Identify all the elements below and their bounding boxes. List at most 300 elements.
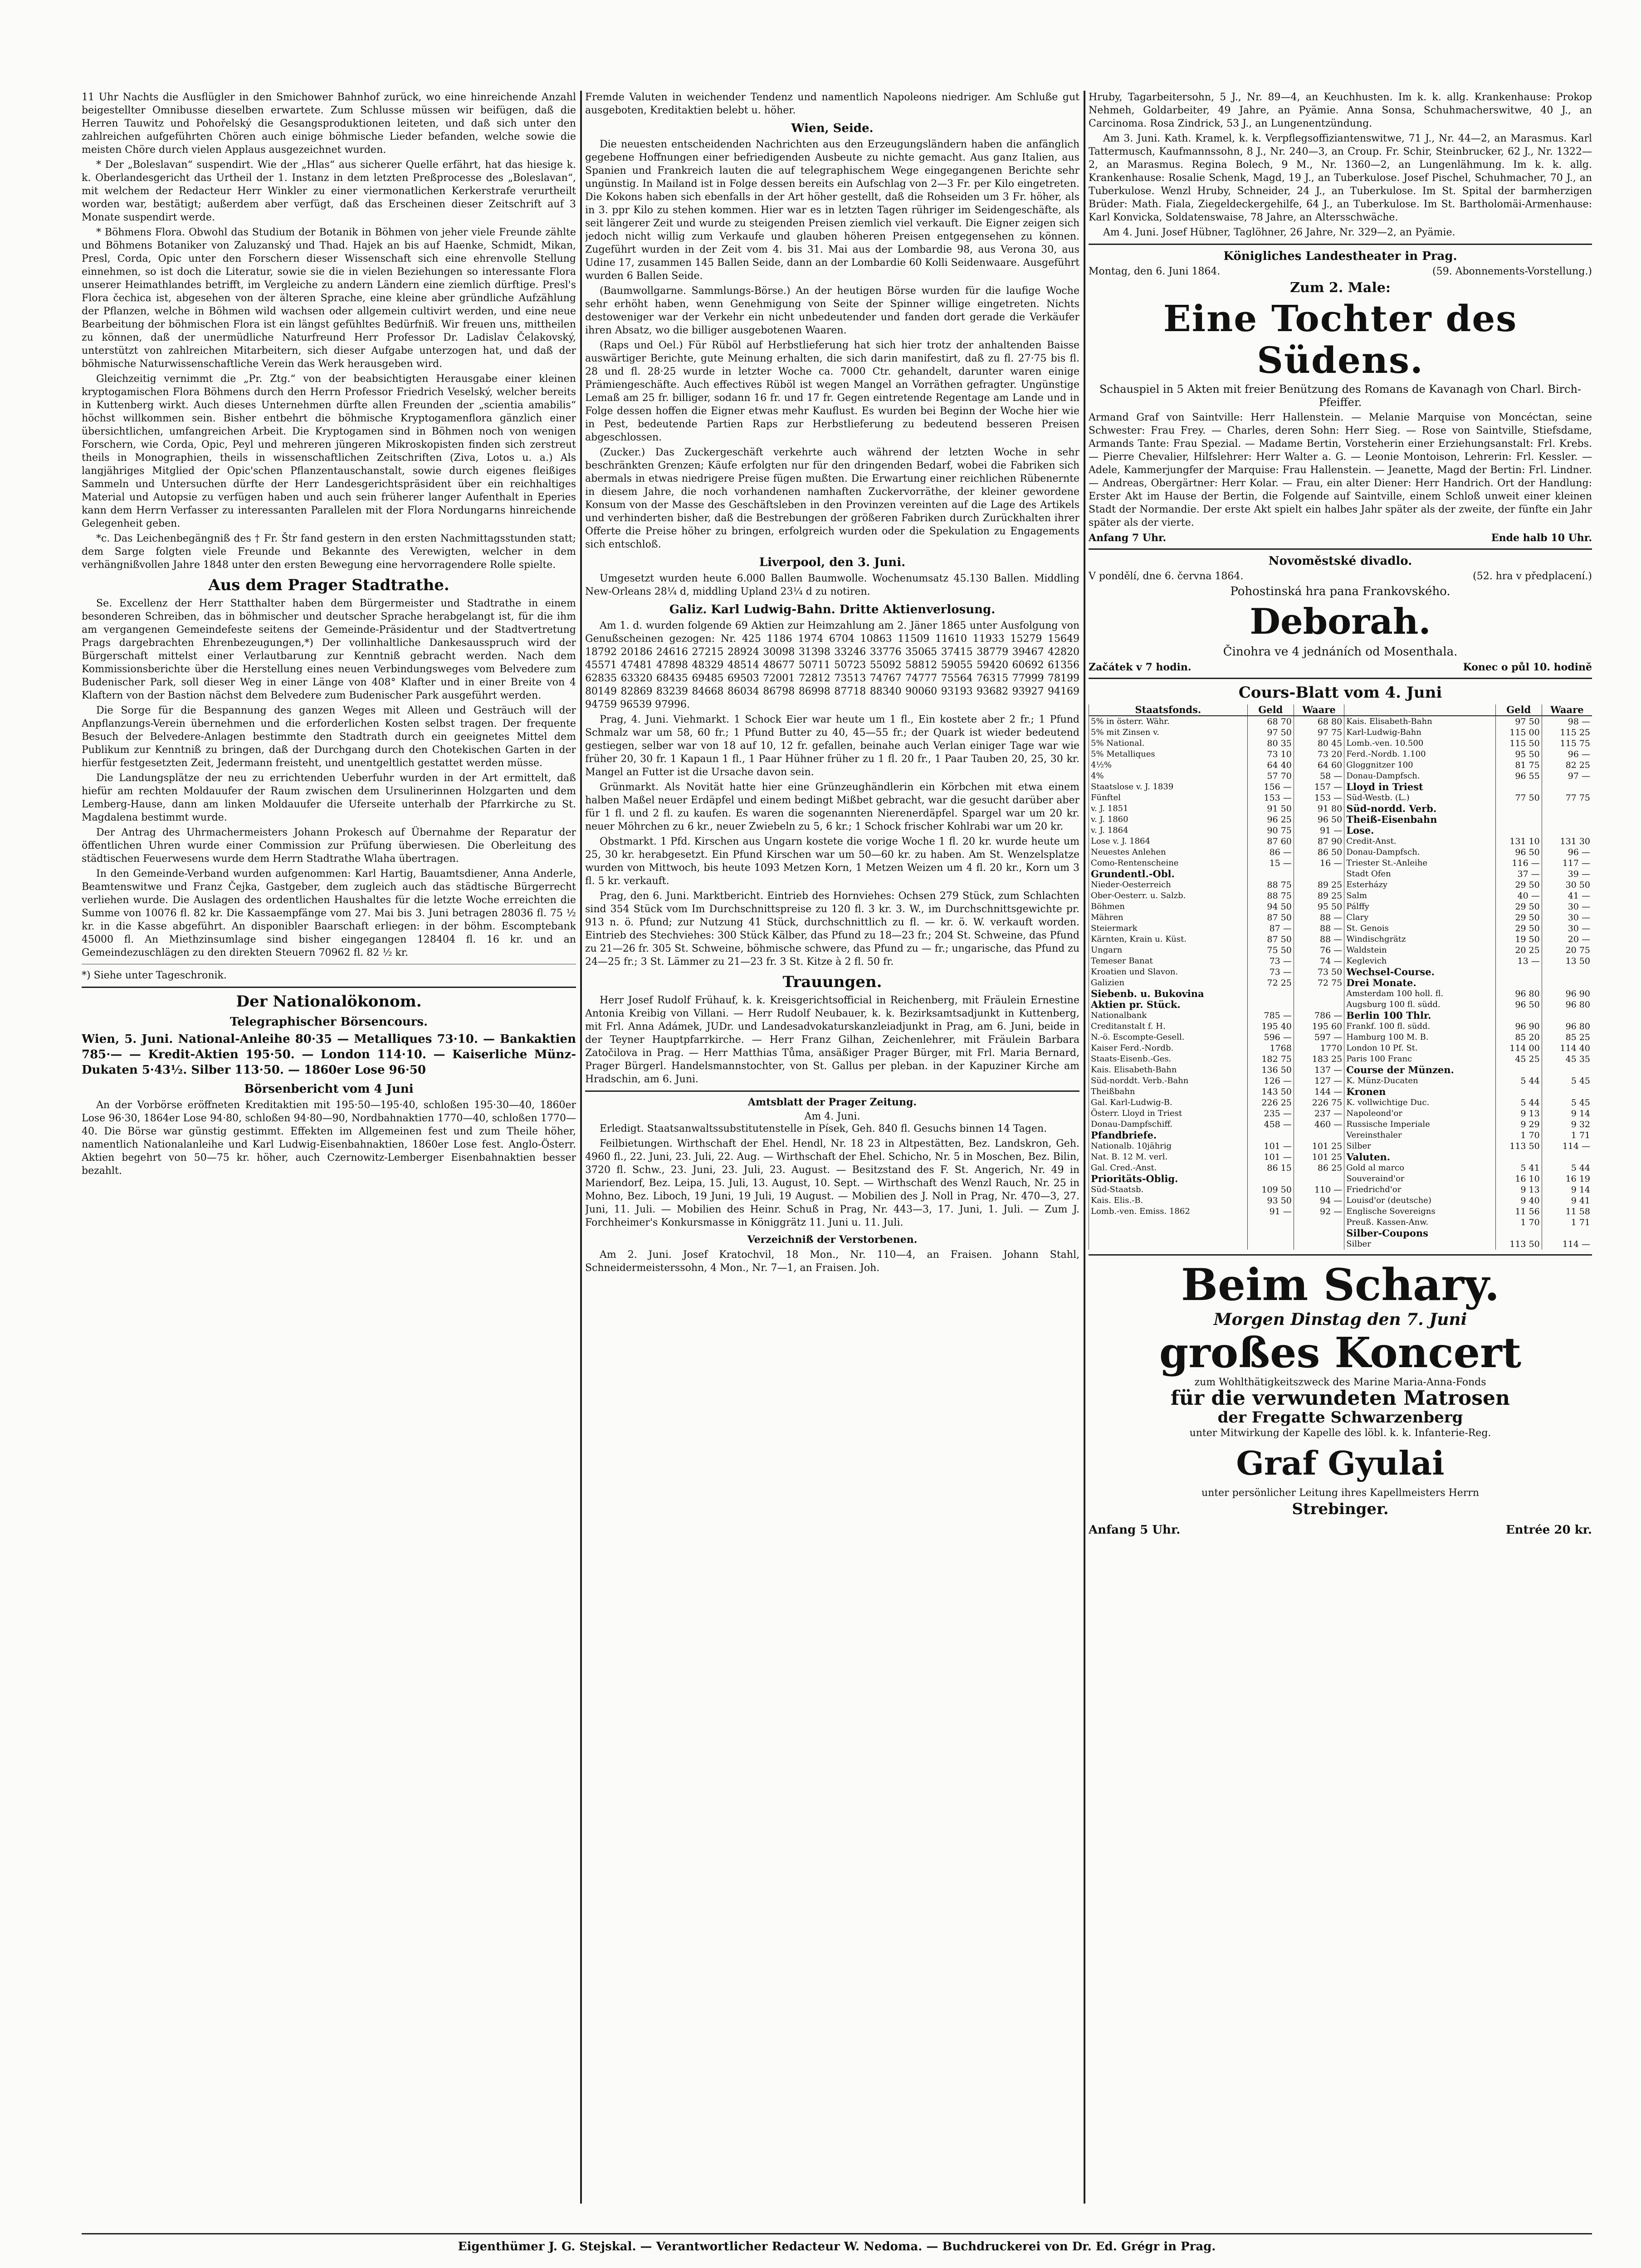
- divider: [82, 987, 576, 988]
- liverpool-paragraph: Umgesetzt wurden heute 6.000 Ballen Baumwolle. Wochenumsatz 45.130 Ballen. Middling New-Orleans 28¼ d, middling Upland 23¼ d zu notiren.: [585, 573, 1079, 597]
- kurs-cell: 9 13: [1495, 1108, 1542, 1119]
- stadtrath-paragraph: Se. Excellenz der Herr Statthalter haben dem Bürgermeister und Stadtrathe in einem besonderen Schreiben, das in böhmischer und deutscher Sprache herabgelangt ist, für die ihm am vergangenen Gemeindefeste seitens der Gemeinde-Präsidentur und der Stadtvertretung Prags dargebrachten Ehrenbezeugungen,*) Der vollinhaltliche Dankesausspruch wird der Bürgerschaft mittelst einer Verlautbarung zur Kenntniß gebracht werden. Nach dem Kommissionsberichte über die Herstellung eines neuen Verbindungsweges vom Belvedere zum Budenischer Park, soll dieser Weg in einer Länge von 408° Klafter und in einer Breite von 4 Klaftern von der Bastion nächst dem Belvedere zum Budenischer Park ausgeführt werden.: [82, 598, 576, 701]
- zucker-paragraph: (Zucker.) Das Zuckergeschäft verkehrte auch während der letzten Woche in sehr beschränkten Grenzen; Käufe erfolgten nur für den dringenden Bedarf, wobei die Fabriken sich abermals in etwas niedrigere Preise fügen mußten. Die Erwartung einer reichlichen Rübenernte in diesem Jahre, die noch vorhandenen namhaften Zuckervorräthe, der kleiner gewordene Konsum von der Masse des Geschäftsleben in den Provinzen vereinten auf die Lage des Artikels und verhinderten bisher, daß die Bestrebungen der größeren Fabriken durch Zurückhalten ihrer Offerte die Preise höher zu bringen, erfolgreich wurden oder die Spekulation zu Engagements sich entschloß.: [585, 447, 1079, 550]
- kurs-row: [1089, 760, 1592, 771]
- divider: [1089, 244, 1592, 245]
- kurs-cell: 97 75: [1294, 727, 1344, 738]
- kurs-cell: [1542, 814, 1592, 825]
- kurs-row: [1089, 1086, 1592, 1097]
- kurs-cell: 77 75: [1542, 792, 1592, 803]
- kurs-cell: Creditanstalt f. H.: [1089, 1021, 1248, 1032]
- heading-trauungen: Trauungen.: [782, 973, 882, 991]
- kurs-row: [1089, 934, 1592, 945]
- kurs-header-cell: [1344, 704, 1495, 716]
- kurs-cell: 89 25: [1294, 880, 1344, 890]
- kurs-cell: Englische Sovereigns: [1344, 1206, 1495, 1217]
- kurs-cell: 115 75: [1542, 738, 1592, 749]
- kurs-cell: 90 75: [1247, 825, 1294, 836]
- kurs-cell: Waldstein: [1344, 945, 1495, 956]
- kurs-cell: [1247, 1173, 1294, 1184]
- imprint-footer: Eigenthümer J. G. Stejskal. — Verantwortlicher Redacteur W. Nedoma. — Buchdruckerei von Dr. Ed. Grégr in Prag.: [82, 2233, 1592, 2253]
- kurs-row: [1089, 1119, 1592, 1130]
- kurs-cell: 114 —: [1542, 1239, 1592, 1250]
- kurs-cell: [1542, 978, 1592, 988]
- kurs-cell: 68 80: [1294, 716, 1344, 727]
- ad-venue: Beim Schary.: [1181, 1259, 1500, 1310]
- ad-cooperation: unter Mitwirkung der Kapelle des löbl. k. k. Infanterie-Reg.: [1189, 1427, 1491, 1439]
- kurs-cell: Windischgrätz: [1344, 934, 1495, 945]
- kurs-cell: 93 50: [1247, 1195, 1294, 1206]
- kurs-cell: Kronen: [1344, 1086, 1495, 1097]
- verstorbene-continued: Hruby, Tagarbeitersohn, 5 J., Nr. 89—4, an Keuchhusten. Im k. k. allg. Krankenhause: Prokop Nehmeh, Goldarbeiter, 49 Jahre, an Pyämie. Anna Sonsa, Schuhmacherswitwe, 40 J., an Carcinoma. Rosa Zindrick, 53 J., an Lungenentzündung.: [1089, 92, 1592, 129]
- theater-play-title: Eine Tochter des Südens.: [1163, 297, 1518, 381]
- kurs-cell: [1089, 1217, 1248, 1228]
- kurs-cell: 113 50: [1495, 1141, 1542, 1152]
- kurs-cell: 785 —: [1247, 1010, 1294, 1021]
- kurs-cell: [1294, 988, 1344, 999]
- kurs-cell: Vereinsthaler: [1344, 1130, 1495, 1141]
- kurs-cell: Silber: [1344, 1239, 1495, 1250]
- kurs-row: [1089, 869, 1592, 880]
- kurs-cell: 73 —: [1247, 967, 1294, 978]
- kurs-row: [1089, 771, 1592, 782]
- kurs-cell: Valuten.: [1344, 1152, 1495, 1163]
- subheading-boersenbericht: Börsenbericht vom 4 Juni: [244, 1082, 414, 1096]
- kurs-cell: 29 50: [1495, 901, 1542, 912]
- kurs-cell: 96 80: [1495, 988, 1542, 999]
- kurs-cell: Stadt Ofen: [1344, 869, 1495, 880]
- kurs-cell: Nieder-Oesterreich: [1089, 880, 1248, 890]
- kurs-cell: [1495, 1228, 1542, 1239]
- kurs-cell: 460 —: [1294, 1119, 1344, 1130]
- kurs-cell: 73 —: [1247, 956, 1294, 967]
- prag-markt-paragraph: Prag, 4. Juni. Viehmarkt. 1 Schock Eier war heute um 1 fl., Ein kostete aber 2 fr.; 1 Pfund Schmalz war um 58, 60 fr.; 1 Pfund Butter zu 40, 45—55 fr.; der Quark ist wieder bedeutend gestiegen, selber war von 18 auf 10, 12 fr. gefallen, beinahe auch Verlan einiger Tage war wie früher 20, 30 fr. 1 Kapaun 1 fl., 1 Paar Hühner früher zu 1 fl. 20 fr., 1 Paar Tauben 20, 25, 30 kr. Mangel an Futter ist die Ursache davon sein.: [585, 714, 1079, 778]
- kurs-row: [1089, 1032, 1592, 1043]
- kurs-cell: v. J. 1864: [1089, 825, 1248, 836]
- boersen-paragraph: An der Vorbörse eröffneten Kreditaktien mit 195·50—195·40, schloßen 195·30—40, 1860er Lose 96·30, 1864er Lose 94·80, schloßen 94·80—90, Nordbahnaktien 1770—40, schloßen 1770—40. Die Börse war günstig gestimmt. Effekten im Allgemeinen fest und zum Theile höher, namentlich Nationalanleihe und Karl Ludwig-Eisenbahnaktien, 1860er Lose fest. Anglo-Österr. Aktien begehrt von 50—75 kr. höher, auch Czernowitz-Lemberger Eisenbahnaktien besser bezahlt.: [82, 1100, 576, 1177]
- amtsblatt-date: Am 4. Juni.: [804, 1111, 860, 1122]
- stadtrath-paragraph: Der Antrag des Uhrmachermeisters Johann Prokesch auf Übernahme der Reparatur der öffentlichen Uhren wurde einer Commission zur Prüfung überwiesen. Die Oberleitung des städtischen Feuerwesens wurde dem Herrn Stadtrathe Wlaha übertragen.: [82, 827, 576, 865]
- kurs-cell: Wechsel-Course.: [1344, 967, 1495, 978]
- news-flora: * Böhmens Flora. Obwohl das Studium der Botanik in Böhmen von jeher viele Freunde zählte und Böhmens Botaniker von Zaluzanský und Thad. Hajek an bis auf Haenke, Schmidt, Mikan, Presl, Corda, Opic unter den Forschern dieser Wissenschaft sich eine ehrenvolle Stellung einnehmen, so ist doch die Literatur, sowie sie die in vielen Beziehungen so interessante Flora unserer Heimathlandes betrifft, im Vergleiche zu andern Ländern eine ziemlich dürftige. Presl's Flora čechica ist, abgesehen von der älteren Sprache, eine kleine aber gründliche Aufzählung der Pflanzen, welche in Böhmen wild wachsen oder allgemein cultivirt werden, und eine neue Bearbeitung der böhmischen Flora ist ein längst gefühltes Bedürfniß. Wir freuen uns, mittheilen zu können, daß der unermüdliche Naturfreund Herr Professor Dr. Ladislav Čelakovský, unterstützt von zahlreichen Mitarbeitern, sich dieser Aufgabe unterzogen hat, und daß der böhmische Naturwissenschaftliche Verein das Werk herausgeben wird.: [82, 227, 576, 370]
- kurs-cell: 96 90: [1495, 1021, 1542, 1032]
- kurs-row: [1089, 1043, 1592, 1054]
- kurs-cell: 91 —: [1294, 825, 1344, 836]
- kurs-cell: [1542, 1010, 1592, 1021]
- ad-title: großes Koncert: [1159, 1328, 1522, 1377]
- kurs-cell: 1 70: [1495, 1217, 1542, 1228]
- kurs-cell: 30 —: [1542, 912, 1592, 923]
- kurs-cell: Lose v. J. 1864: [1089, 836, 1248, 847]
- kurs-cell: Pfandbriefe.: [1089, 1130, 1248, 1141]
- kurs-row: [1089, 738, 1592, 749]
- kurs-cell: Russische Imperiale: [1344, 1119, 1495, 1130]
- kurs-row: [1089, 1152, 1592, 1163]
- kurs-cell: Nationalb. 10jährig: [1089, 1141, 1248, 1152]
- novo-theater-heading: Novoměstské divadlo.: [1268, 554, 1412, 568]
- kurs-cell: 40 —: [1495, 890, 1542, 901]
- kurs-cell: 5% Metalliques: [1089, 749, 1248, 760]
- heading-amtsblatt: Amtsblatt der Prager Zeitung.: [747, 1096, 917, 1108]
- kurs-cell: 9 32: [1542, 1119, 1592, 1130]
- kurs-cell: 89 25: [1294, 890, 1344, 901]
- kurs-cell: 101 —: [1247, 1141, 1294, 1152]
- kurs-cell: [1247, 869, 1294, 880]
- kurs-cell: 101 25: [1294, 1152, 1344, 1163]
- kurs-cell: 235 —: [1247, 1108, 1294, 1119]
- kurs-cell: St. Genois: [1344, 923, 1495, 934]
- kurs-cell: Keglevich: [1344, 956, 1495, 967]
- kurs-cell: Gloggnitzer 100: [1344, 760, 1495, 771]
- kurs-cell: 86 —: [1247, 847, 1294, 858]
- amtsblatt-paragraph: Feilbietungen. Wirthschaft der Ehel. Hendl, Nr. 18 23 in Altpestätten, Bez. Landskron, Geh. 4960 fl., 22. Juni, 23. Juli, 22. Aug. — Wirthschaft der Ehel. Schicho, Nr. 5 in Moschen, Bez. Bilin, 3720 fl. Schw., 23. Juni, 23. Juli, 23. August. — Besitzstand des F. St. Angerich, Nr. 49 in Mariendorf, Bez. Leipa, 15. Juli, 13. August, 10. Sept. — Wirthschaft des Wenzl Rauch, Nr. 25 in Mohno, Bez. Liboch, 19 Juni, 19 Juli, 19 August. — Mobilien des J. Noll in Prag, Nr. 470—3, 27. Juni, 11. Juli. — Mobilien des Heinr. Schuß in Prag, Nr. 443—3, 17. Juni, 1. Juli. — Zum J. Forchheimer's Konkursmasse in Königgrätz 11. Juni u. 11. Juli.: [585, 1138, 1079, 1228]
- stadtrath-paragraph: Die Sorge für die Bespannung des ganzen Weges mit Alleen und Gesträuch will der Anpflanzungs-Verein übernehmen und die erforderlichen Kosten selbst tragen. Der frequente Besuch der Belvedere-Anlagen bestimmte den Stadtrath durch ein geeignetes Mittel dem Publikum zur Kenntniß zu bringen, daß der Durchgang durch den Chotekischen Garten in der hierfür festgesetzten Zeit, Jedermann freisteht, und unentgeltlich gestattet werden müsse.: [82, 705, 576, 769]
- kurs-row: [1089, 1075, 1592, 1086]
- kurs-cell: 5% in österr. Währ.: [1089, 716, 1248, 727]
- kurs-cell: Ober-Oesterr. u. Salzb.: [1089, 890, 1248, 901]
- kurs-cell: [1495, 814, 1542, 825]
- kurs-heading: Cours-Blatt vom 4. Juni: [1238, 684, 1442, 702]
- kurs-row: [1089, 727, 1592, 738]
- kurs-cell: [1294, 1173, 1344, 1184]
- kurs-cell: 88 75: [1247, 880, 1294, 890]
- kurs-cell: 97 50: [1495, 716, 1542, 727]
- divider: [585, 1090, 1079, 1092]
- kurs-cell: 5 44: [1542, 1163, 1592, 1173]
- kurs-cell: Napoleond'or: [1344, 1108, 1495, 1119]
- kurs-cell: [1294, 999, 1344, 1010]
- kurs-cell: 237 —: [1294, 1108, 1344, 1119]
- kurs-cell: 96 —: [1542, 847, 1592, 858]
- kurs-cell: 64 40: [1247, 760, 1294, 771]
- heading-verstorbene: Verzeichniß der Verstorbenen.: [747, 1234, 918, 1246]
- karl-ludwig-paragraph: Am 1. d. wurden folgende 69 Aktien zur Heimzahlung am 2. Jäner 1865 unter Ausfolgung von Genußscheinen gezogen: Nr. 425 1186 1974 6704 10863 11509 11610 11933 15279 15649 18792 20186 24616 27215 28924 30098 31398 33246 33776 35065 37415 38779 39467 42820 45571 47481 47898 48329 48514 48677 50711 50723 55092 58812 59055 59420 60692 61356 62835 63320 68435 69485 69503 72001 72812 73513 74767 74777 75564 76315 77999 78199 80149 82869 83239 84668 86034 86798 86998 87718 88340 90060 93193 93682 93927 94169 94759 96539 97996.: [585, 620, 1079, 710]
- kurs-cell: Galizien: [1089, 978, 1248, 988]
- kurs-cell: v. J. 1860: [1089, 814, 1248, 825]
- column-3: [1089, 91, 1592, 2204]
- novo-date: V pondělí, dne 6. června 1864.: [1089, 571, 1244, 582]
- kurs-cell: Como-Rentenscheine: [1089, 858, 1248, 869]
- kurs-cell: 76 —: [1294, 945, 1344, 956]
- ad-entry: Entrée 20 kr.: [1505, 1523, 1592, 1537]
- kurs-cell: Donau-Dampfsch.: [1344, 847, 1495, 858]
- kurs-cell: [1247, 1228, 1294, 1239]
- kurs-row: [1089, 858, 1592, 869]
- kurs-cell: 86 50: [1294, 847, 1344, 858]
- kurs-row: [1089, 749, 1592, 760]
- valuten-paragraph: Fremde Valuten in weichender Tendenz und namentlich Napoleons niedriger. Am Schluße gut ausgeboten, Kreditaktien belebt u. höher.: [585, 92, 1079, 116]
- kurs-cell: [1495, 967, 1542, 978]
- theater-cast: Armand Graf von Saintville: Herr Hallenstein. — Melanie Marquise von Moncéctan, seine Schwester: Frau Frey. — Charles, deren Sohn: Herr Sieg. — Rose von Saintville, Stiefsdame, Armands Tante: Frau Spezial. — Madame Bertin, Vorsteherin einer Erziehungsanstalt: Frl. Krebs. — Pierre Chevalier, Hilfslehrer: Herr Walter a. G. — Leonie Montoison, Lehrerin: Frl. Kessler. — Adele, Kammerjungfer der Marquise: Frau Hallenstein. — Jeanette, Magd der Bertin: Frl. Lindner. — Andreas, Obergärtner: Herr Kolar. — Frau, ein alter Diener: Herr Handrich. Ort der Handlung: Erster Akt im Hause der Bertin, die Folgende auf Saintville, einem Schloß unweit einer kleinen Stadt der Normandie. Der erste Akt spielt ein halbes Jahr später als der zweite, der fünfte ein Jahr später als der vierte.: [1089, 412, 1592, 528]
- novo-description: Činohra ve 4 jednáních od Mosenthala.: [1223, 645, 1458, 659]
- kurs-cell: 136 50: [1247, 1065, 1294, 1075]
- kurs-cell: [1542, 803, 1592, 814]
- kurs-cell: 73 20: [1294, 749, 1344, 760]
- kurs-cell: [1495, 825, 1542, 836]
- kurs-cell: 39 —: [1542, 869, 1592, 880]
- section-heading-stadtrath: Aus dem Prager Stadtrathe.: [208, 576, 449, 594]
- kurs-cell: 98 —: [1542, 716, 1592, 727]
- kurs-cell: Course der Münzen.: [1344, 1065, 1495, 1075]
- kurs-header-cell: Geld: [1247, 704, 1294, 716]
- kurs-row: [1089, 1239, 1592, 1250]
- kurs-row: [1089, 1184, 1592, 1195]
- kurs-cell: 92 —: [1294, 1206, 1344, 1217]
- kurs-cell: 80 35: [1247, 738, 1294, 749]
- kurs-cell: 13 —: [1495, 956, 1542, 967]
- kurs-cell: 86 25: [1294, 1163, 1344, 1173]
- kurs-cell: 88 —: [1294, 912, 1344, 923]
- kurs-cell: 153 —: [1294, 792, 1344, 803]
- kurs-cell: 94 —: [1294, 1195, 1344, 1206]
- kurs-cell: [1542, 1065, 1592, 1075]
- kurs-row: [1089, 945, 1592, 956]
- kurs-header-cell: Staatsfonds.: [1089, 704, 1248, 716]
- theater-heading: Königliches Landestheater in Prag.: [1223, 249, 1457, 263]
- kurs-cell: 77 50: [1495, 792, 1542, 803]
- viehmarkt-paragraph: Prag, den 6. Juni. Marktbericht. Eintrieb des Hornviehes: Ochsen 279 Stück, zum Schlachten sind 354 Stück vom Im Durchschnittspreise zu 120 fl. 3 kr. 3. W., im Durchschnittsgewichte pr. 913 n. ö. Pfund; zur Nutzung 41 Stück, durchschnittlich zu fl. — kr. ö. W. verkauft worden. Eintrieb des Stechviehes: 300 Stück Kälber, das Pfund zu 18—23 fr.; 204 St. Schweine, das Pfund zu 21—26 fr. 305 St. Schweine, böhmische schwere, das Pfund zu — fr.; ungarische, das Pfund zu 24—25 fr.; 3 St. Lämmer zu 21—23 fr. 3 St. Kitze à 2 fl. 50 fr.: [585, 890, 1079, 968]
- kurs-cell: 72 75: [1294, 978, 1344, 988]
- kurs-cell: 80 45: [1294, 738, 1344, 749]
- kurs-cell: Prioritäts-Oblig.: [1089, 1173, 1248, 1184]
- kurs-row: [1089, 1173, 1592, 1184]
- kurs-cell: 96 80: [1542, 1021, 1592, 1032]
- kurs-cell: 96 25: [1247, 814, 1294, 825]
- kurs-cell: 88 75: [1247, 890, 1294, 901]
- divider: [1089, 1254, 1592, 1256]
- kurs-cell: Donau-Dampfsch.: [1344, 771, 1495, 782]
- kurs-row: [1089, 880, 1592, 890]
- kurs-row: [1089, 1108, 1592, 1119]
- kurs-cell: 95 50: [1294, 901, 1344, 912]
- kurs-cell: Süd-Westb. (L.): [1344, 792, 1495, 803]
- kurs-row: [1089, 967, 1592, 978]
- kurs-cell: Donau-Dampfschiff.: [1089, 1119, 1248, 1130]
- kurs-cell: v. J. 1851: [1089, 803, 1248, 814]
- column-2: [585, 91, 1079, 2204]
- kurs-cell: 117 —: [1542, 858, 1592, 869]
- kurs-cell: 95 50: [1495, 749, 1542, 760]
- kurs-cell: 87 60: [1247, 836, 1294, 847]
- kurs-cell: 91 50: [1247, 803, 1294, 814]
- divider: [1089, 548, 1592, 550]
- kurs-cell: 58 —: [1294, 771, 1344, 782]
- kurs-cell: 597 —: [1294, 1032, 1344, 1043]
- kurs-cell: Grundentl.-Obl.: [1089, 869, 1248, 880]
- kurs-cell: 113 50: [1495, 1239, 1542, 1250]
- kurs-cell: 88 —: [1294, 934, 1344, 945]
- kurs-cell: Kroatien und Slavon.: [1089, 967, 1248, 978]
- kurs-cell: 96 50: [1495, 847, 1542, 858]
- kurs-cell: Lose.: [1344, 825, 1495, 836]
- kurs-row: [1089, 1206, 1592, 1217]
- kurs-cell: Süd-norddt. Verb.-Bahn: [1089, 1075, 1248, 1086]
- kurs-cell: 75 50: [1247, 945, 1294, 956]
- kurs-cell: 143 50: [1247, 1086, 1294, 1097]
- kurs-row: [1089, 836, 1592, 847]
- kurs-cell: 30 50: [1542, 880, 1592, 890]
- novo-play-title: Deborah.: [1250, 601, 1431, 642]
- kurs-cell: 144 —: [1294, 1086, 1344, 1097]
- section-heading-nationaloekonom: Der Nationalökonom.: [236, 992, 422, 1011]
- kurs-cell: 1 71: [1542, 1217, 1592, 1228]
- kurs-cell: [1294, 869, 1344, 880]
- kurs-cell: 29 50: [1495, 880, 1542, 890]
- kurs-cell: [1247, 999, 1294, 1010]
- novo-end: Konec o půl 10. hodině: [1463, 661, 1592, 673]
- kurs-cell: 1 71: [1542, 1130, 1592, 1141]
- kurs-cell: 5 41: [1495, 1163, 1542, 1173]
- kurs-cell: Ungarn: [1089, 945, 1248, 956]
- kurs-cell: 45 25: [1495, 1054, 1542, 1065]
- kurs-cell: Gal. Karl-Ludwig-B.: [1089, 1097, 1248, 1108]
- kurs-row: [1089, 1021, 1592, 1032]
- kurs-cell: 9 14: [1542, 1108, 1592, 1119]
- kurs-cell: Kais. Elisabeth-Bahn: [1344, 716, 1495, 727]
- kurs-row: [1089, 825, 1592, 836]
- kurs-cell: 458 —: [1247, 1119, 1294, 1130]
- kurs-cell: Louisd'or (deutsche): [1344, 1195, 1495, 1206]
- kurs-cell: Hamburg 100 M. B.: [1344, 1032, 1495, 1043]
- kurs-cell: 114 00: [1495, 1043, 1542, 1054]
- kurs-cell: 131 10: [1495, 836, 1542, 847]
- kurs-cell: Österr. Lloyd in Triest: [1089, 1108, 1248, 1119]
- theater-abonnement: (59. Abonnements-Vorstellung.): [1432, 266, 1592, 277]
- kurs-cell: Preuß. Kassen-Anw.: [1344, 1217, 1495, 1228]
- kurs-cell: 96 55: [1495, 771, 1542, 782]
- kurs-cell: 153 —: [1247, 792, 1294, 803]
- kurs-cell: 68 70: [1247, 716, 1294, 727]
- theater-date: Montag, den 6. Juni 1864.: [1089, 266, 1221, 277]
- kurs-cell: 115 25: [1542, 727, 1592, 738]
- telegraph-quotes: Wien, 5. Juni. National-Anleihe 80·35 — Metalliques 73·10. — Bankaktien 785·— — Kredit-Aktien 195·50. — London 114·10. — Kaiserliche Münz-Dukaten 5·43½. Silber 113·50. — 1860er Lose 96·50: [82, 1032, 576, 1077]
- kurs-cell: [1542, 1152, 1592, 1163]
- ad-conductor: Strebinger.: [1292, 1500, 1389, 1518]
- kurs-cell: 81 75: [1495, 760, 1542, 771]
- kurs-cell: 101 —: [1247, 1152, 1294, 1163]
- kurs-cell: 9 40: [1495, 1195, 1542, 1206]
- kurs-cell: Drei Monate.: [1344, 978, 1495, 988]
- kurs-cell: Neuestes Anlehen: [1089, 847, 1248, 858]
- kurs-cell: 131 30: [1542, 836, 1592, 847]
- kurs-row: [1089, 901, 1592, 912]
- kurs-cell: 88 —: [1294, 923, 1344, 934]
- kurs-cell: 110 —: [1294, 1184, 1344, 1195]
- kurs-cell: [1495, 803, 1542, 814]
- kurs-cell: 96 —: [1542, 749, 1592, 760]
- kurs-cell: Triester St.-Anleihe: [1344, 858, 1495, 869]
- kurs-cell: [1495, 782, 1542, 792]
- news-funeral: *c. Das Leichenbegängniß des † Fr. Štr fand gestern in den ersten Nachmittagsstunden statt; dem Sarge folgten viele Freunde und Bekannte des Verewigten, welcher in dem verhängnißvollen Jahre 1848 unter den ersten Bewegung eine hervorragendere Rolle spielte.: [82, 533, 576, 571]
- kurs-cell: 127 —: [1294, 1075, 1344, 1086]
- novo-abonnement: (52. hra v předplacení.): [1473, 571, 1592, 582]
- ad-beneficiary: für die verwundeten Matrosen: [1170, 1387, 1510, 1410]
- kurs-cell: Staats-Eisenb.-Ges.: [1089, 1054, 1248, 1065]
- ad-purpose: zum Wohlthätigkeitszweck des Marine Maria-Anna-Fonds: [1194, 1377, 1486, 1388]
- kurs-header-cell: Geld: [1495, 704, 1542, 716]
- kurs-cell: [1495, 1152, 1542, 1163]
- kurs-cell: [1294, 1217, 1344, 1228]
- kurs-cell: K. vollwichtige Duc.: [1344, 1097, 1495, 1108]
- kurs-cell: Lomb.-ven. 10.500: [1344, 738, 1495, 749]
- kurs-row: [1089, 1217, 1592, 1228]
- kurs-cell: 101 25: [1294, 1141, 1344, 1152]
- ad-start: Anfang 5 Uhr.: [1089, 1523, 1181, 1537]
- kurs-cell: 11 56: [1495, 1206, 1542, 1217]
- divider: [1089, 678, 1592, 679]
- kurs-cell: 91 80: [1294, 803, 1344, 814]
- kurs-cell: 596 —: [1247, 1032, 1294, 1043]
- kurs-cell: Berlin 100 Thlr.: [1344, 1010, 1495, 1021]
- kurs-cell: 183 25: [1294, 1054, 1344, 1065]
- kurs-cell: [1495, 978, 1542, 988]
- kurs-cell: 91 —: [1247, 1206, 1294, 1217]
- kurs-cell: [1247, 988, 1294, 999]
- kurs-cell: 97 —: [1542, 771, 1592, 782]
- kurs-row: [1089, 890, 1592, 901]
- kurs-cell: Clary: [1344, 912, 1495, 923]
- kurs-cell: Kaiser Ferd.-Nordb.: [1089, 1043, 1248, 1054]
- kurs-row: [1089, 999, 1592, 1010]
- kurs-cell: [1495, 1010, 1542, 1021]
- kurs-cell: Böhmen: [1089, 901, 1248, 912]
- kurs-cell: 74 —: [1294, 956, 1344, 967]
- kurs-row: [1089, 1054, 1592, 1065]
- kurs-cell: [1247, 1130, 1294, 1141]
- theater-start: Anfang 7 Uhr.: [1089, 532, 1167, 544]
- kurs-cell: 16 —: [1294, 858, 1344, 869]
- kurs-cell: 73 10: [1247, 749, 1294, 760]
- kurs-cell: [1247, 1239, 1294, 1250]
- kurs-row: [1089, 716, 1592, 727]
- kurs-cell: 97 50: [1247, 727, 1294, 738]
- kurs-cell: 116 —: [1495, 858, 1542, 869]
- kurs-cell: 226 25: [1247, 1097, 1294, 1108]
- kurs-cell: Frankf. 100 fl. südd.: [1344, 1021, 1495, 1032]
- column-rule: [1084, 91, 1085, 2204]
- kurs-cell: [1495, 1086, 1542, 1097]
- kurs-cell: Süd-nordd. Verb.: [1344, 803, 1495, 814]
- kurs-cell: 11 58: [1542, 1206, 1592, 1217]
- column-rule: [580, 91, 582, 2204]
- heading-seide: Wien, Seide.: [791, 122, 874, 135]
- kurs-cell: Karl-Ludwig-Bahn: [1344, 727, 1495, 738]
- seide-paragraph: Die neuesten entscheidenden Nachrichten aus den Erzeugungsländern haben die anfänglich gegebene Hoffnungen einer befriedigenden Ausbeute zu nichte gemacht. Aus ganz Italien, aus Spanien und Frankreich lauten die auf telegraphischem Wege eingegangenen Berichte sehr ungünstig. In Mailand ist in Folge dessen bereits ein Aufschlag von 2—3 Fr. per Kilo eingetreten. Die Kokons haben sich ebenfalls in der Art höher gestellt, daß die Rohseiden um 3 Fr. höher, als in 3. ppr Kilo zu stehen kommen. Hier war es in letzten Tagen rühriger im Seidengeschäfte, als seit längerer Zeit und wurde zu steigenden Preisen ziemlich viel verkauft. Die Eigner zeigen sich jedoch nicht willig zum Verkaufe und glauben höheren Preisen entgegensehen zu können. Zugeführt wurden in der Zeit vom 4. bis 31. Mai aus der Lombardie 98, aus Verona 30, aus Udine 17, zusammen 145 Ballen Seide, dann an der Lombardie 60 Kolli Seidenwaare. Ausgeführt wurden 6 Ballen Seide.: [585, 139, 1079, 282]
- kurs-cell: Fünftel: [1089, 792, 1248, 803]
- kurs-cell: 5 45: [1542, 1075, 1592, 1086]
- kurs-cell: Gal. Cred.-Anst.: [1089, 1163, 1248, 1173]
- kurs-cell: 29 50: [1495, 923, 1542, 934]
- kurs-cell: Temeser Banat: [1089, 956, 1248, 967]
- kurs-cell: [1089, 1239, 1248, 1250]
- kurs-cell: 30 —: [1542, 923, 1592, 934]
- kurs-cell: Esterházy: [1344, 880, 1495, 890]
- kurs-cell: Lloyd in Triest: [1344, 782, 1495, 792]
- novo-guest: Pohostinská hra pana Frankovského.: [1230, 585, 1451, 598]
- news-kryptogamen: Gleichzeitig vernimmt die „Pr. Ztg.“ von der beabsichtigten Herausgabe einer kleinen kryptogamischen Flora Böhmens durch den Herrn Professor Friedrich Veselský, welcher bereits in Kuttenberg wirkt. Auch dieses Unternehmen dürfte allen Freunden der „scientia amabilis“ höchst willkommen sein. Bisher entbehrt die böhmische Kryptogamenflora gänzlich einer übersichtlichen, umfangreichen Arbeit. Die Kryptogamen sind in Böhmen noch von wenigen Forschern, wie Corda, Opic, Peyl und mehreren jüngeren Mikroskopisten finden sich zerstreut theils in Monographien, theils in wissenschaftlichen Zeitschriften (Ziva, Lotos u. a.) Als langjähriges Mitglied der Opic'schen Pflanzentauschanstalt, sowie durch eigenes fleißiges Sammeln und Untersuchen dürfte der Herr Landesgerichtspräsident über ein reichhaltiges Material und Autopsie zu verfügen haben und auch sein früherer langer Aufenthalt in Eperies kann dem Herrn Verfasser zu interessanten Parallelen mit der Flora Nordungarns hinreichende Gelegenheit geben.: [82, 373, 576, 529]
- ad-direction: unter persönlicher Leitung ihres Kapellmeisters Herrn: [1201, 1487, 1480, 1499]
- kurs-cell: Paris 100 Franc: [1344, 1054, 1495, 1065]
- kurs-cell: 16 19: [1542, 1173, 1592, 1184]
- novo-start: Začátek v 7 hodin.: [1089, 661, 1192, 673]
- kurs-cell: 137 —: [1294, 1065, 1344, 1075]
- kurs-cell: 73 50: [1294, 967, 1344, 978]
- amtsblatt-paragraph: Erledigt. Staatsanwaltssubstitutenstelle in Písek, Geh. 840 fl. Gesuchs binnen 14 Tagen.: [600, 1123, 1047, 1134]
- kurs-cell: 114 —: [1542, 1141, 1592, 1152]
- trauungen-paragraph: Herr Josef Rudolf Frühauf, k. k. Kreisgerichtsofficial in Reichenberg, mit Fräulein Ernestine Antonia Kreibig von Villani. — Herr Rudolf Neubauer, k. k. Bezirksamtsadjunkt in Kuttenberg, mit Frl. Anna Adámek, JUDr. und Landesadvokaturskanzleiadjunkt in Prag, am 6. Juni, beide in der Teyner Hauptpfarrkirche. — Herr Franz Gilhan, Zeichenlehrer, mit Fräulein Barbara Zatočilova in Prag. — Herr Matthias Tůma, ansäßiger Prager Bürger, mit Frl. Maria Bernard, Prager Bürgerl. Handelsmannstochter, von St. Gallus per pleban. in der Kapuziner Kirche am Hradschin, am 6. Juni.: [585, 995, 1079, 1085]
- kurs-cell: 786 —: [1294, 1010, 1344, 1021]
- kurs-cell: Kärnten, Krain u. Küst.: [1089, 934, 1248, 945]
